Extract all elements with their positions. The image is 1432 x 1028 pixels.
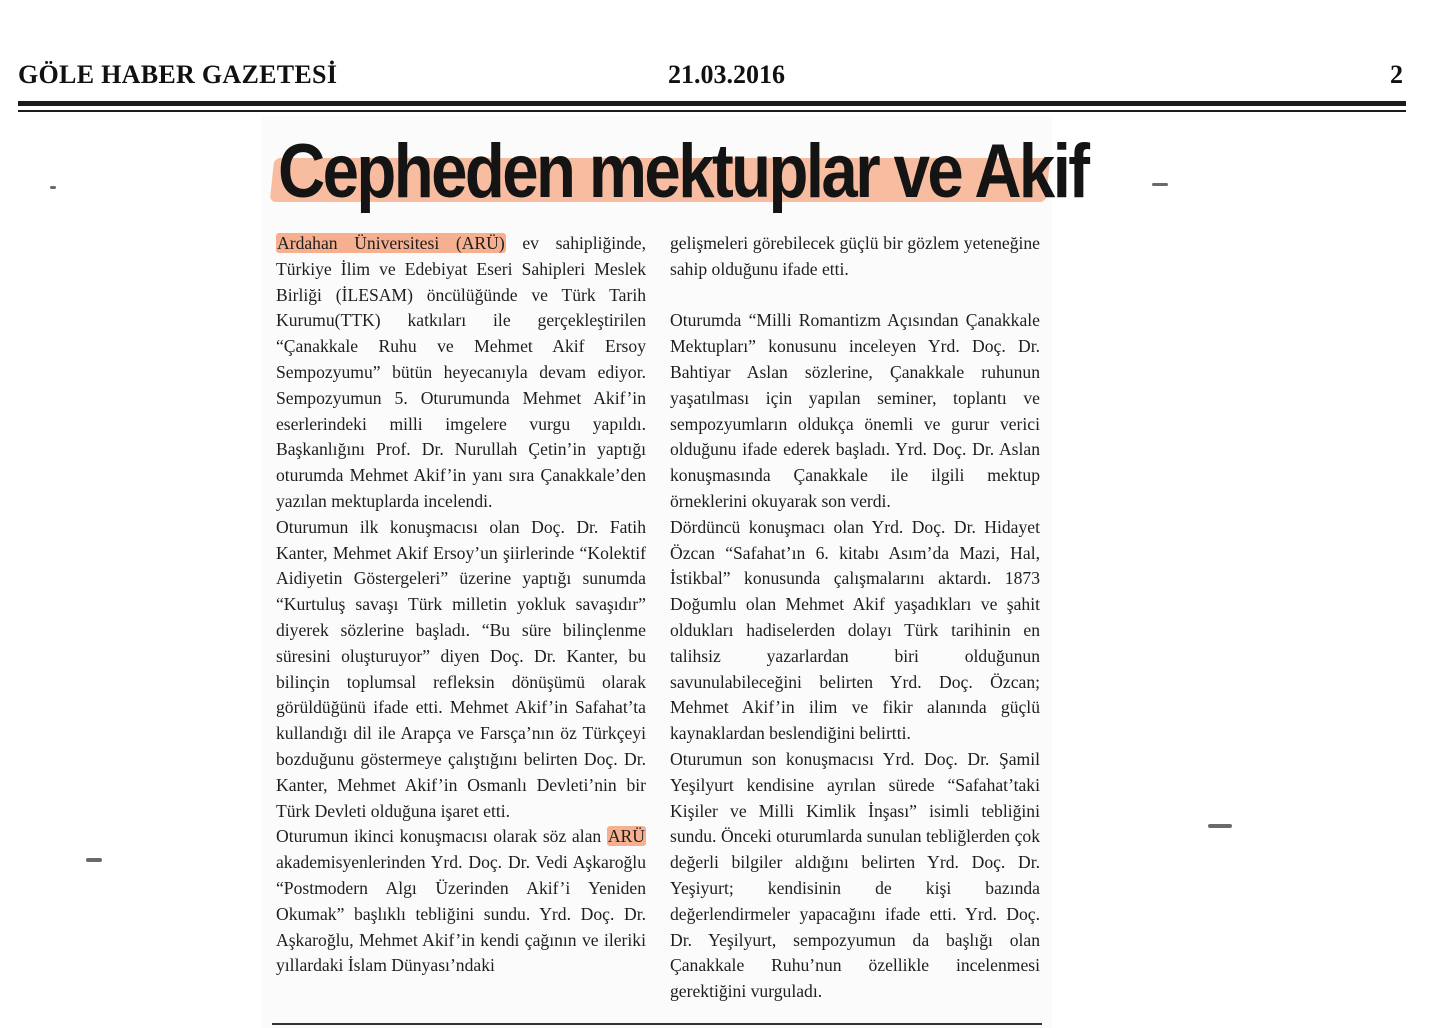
paragraph-6: Dördüncü konuşmacı olan Yrd. Doç. Dr. Hidayet Özcan “Safahat’ın 6. kitabı Asım’da Mazi, Hal, İstikbal” konusunda çalışmalarını aktardı. 1873 Doğumlu olan Mehmet Akif yaşadıkları ve şahit oldukları hadiselerden dolayı Türk tarihinin en talihsiz yazarlardan biri olduğunun savunulabileceğini belirten Yrd. Doç. Özcan; Mehmet Akif’in ilim ve fikir alanında güçlü kaynaklardan beslendiğini belirtti.	[670, 516, 1040, 744]
scan-speck	[1208, 824, 1232, 828]
headline-block	[272, 128, 1088, 214]
highlighted-university-name: Ardahan Üniversitesi (ARÜ)	[277, 233, 505, 253]
clipping-bottom-rule	[272, 1023, 1042, 1025]
paragraph-4: gelişmeleri görebilecek güçlü bir gözlem yeteneğine sahip olduğunu ifade etti.	[670, 233, 1040, 279]
scan-speck	[86, 858, 102, 862]
paragraph-3	[276, 824, 646, 979]
article-column-right	[670, 231, 1040, 1005]
paragraph-2: Oturumun ilk konuşmacısı olan Doç. Dr. Fatih Kanter, Mehmet Akif Ersoy’un şiirlerinde “Kolektif Aidiyetin Göstergeleri” üzerine yaptığı sunumda “Kurtuluş savaşı Türk milletin yokluk savaşıdır” diyerek sözlerine başladı. “Bu süre bilinçlenme süresini oluşturuyor” diyen Doç. Dr. Kanter, bu bilinçin toplumsal refleksin dönüşümü olarak görüldüğünü ifade etti. Mehmet Akif’in Safahat’ta kullandığı dil ile Arapça ve Farsça’nın öz Türkçeyi bozduğunu göstermeye çalıştığını belirten Doç. Dr. Kanter, Mehmet Akif’in Osmanlı Devleti’nin bir Türk Devleti olduğuna işaret etti.	[276, 516, 646, 821]
scan-speck	[1152, 183, 1168, 186]
page-number: 2	[1390, 60, 1403, 89]
masthead	[0, 0, 1432, 130]
publication-name: GÖLE HABER GAZETESİ	[18, 60, 338, 89]
masthead-rule-thick	[18, 101, 1406, 106]
article-headline: Cepheden mektuplar ve Akif	[278, 129, 1088, 214]
article-column-left	[276, 231, 646, 979]
masthead-rule-thin	[18, 110, 1406, 112]
paragraph-7: Oturumun son konuşmacısı Yrd. Doç. Dr. Şamil Yeşilyurt kendisine ayrılan sürede “Safahat’taki Kişiler ve Milli Kimlik İnşası” isimli tebliğini sundu. Önceki oturumlarda sunulan tebliğlerden çok değerli bilgiler aldığını belirten Yrd. Doç. Dr. Yeşiyurt; kendisinin de kişi bazında değerlendirmeler yapacağını ifade etti. Yrd. Doç. Dr. Yeşilyurt, sempozyumun da başlığı olan Çanakkale Ruhu’nun özellikle incelenmesi gerektiğini vurguladı.	[670, 748, 1040, 1002]
scan-speck	[50, 186, 56, 189]
issue-date: 21.03.2016	[668, 60, 785, 89]
paragraph-5: Oturumda “Milli Romantizm Açısından Çanakkale Mektupları” konusunu inceleyen Yrd. Doç. Dr. Bahtiyar Aslan sözlerine, Çanakkale ruhunun yaşatılması için yapılan seminer, toplantı ve sempozyumların oldukça önemli ve gurur verici olduğunu ifade ederek başladı. Yrd. Doç. Dr. Aslan konuşmasında Çanakkale ile ilgili mektup örneklerini okuyarak son verdi.	[670, 310, 1040, 511]
highlighted-aru: ARÜ	[607, 826, 645, 847]
paragraph-3-text: akademisyenlerinden Yrd. Doç. Dr. Vedi Aşkaroğlu “Postmodern Algı Üzerinden Akif’i Yeniden Okumak” başlıklı tebliğini sundu. Yrd. Doç. Dr. Aşkaroğlu, Mehmet Akif’in kendi çağının ve ileriki yıllardaki İslam Dünyası’ndaki	[276, 852, 646, 976]
paragraph-1-text: ev sahipliğinde, Türkiye İlim ve Edebiyat Eseri Sahipleri Meslek Birliği (İLESAM) öncülüğünde ve Türk Tarih Kurumu(TTK) katkıları ile gerçekleştirilen “Çanakkale Ruhu ve Mehmet Akif Ersoy Sempozyumu” bütün heyecanıyla devam ediyor. Sempozyumun 5. Oturumunda Mehmet Akif’in eserlerindeki milli imgelere vurgu yapıldı. Başkanlığını Prof. Dr. Nurullah Çetin’in yaptığı oturumda Mehmet Akif’in yanı sıra Çanakkale’den yazılan mektuplarda incelendi.	[276, 233, 646, 511]
paragraph-1	[276, 231, 646, 515]
paragraph-3-lead: Oturumun ikinci konuşmacısı olarak söz alan	[276, 826, 607, 847]
